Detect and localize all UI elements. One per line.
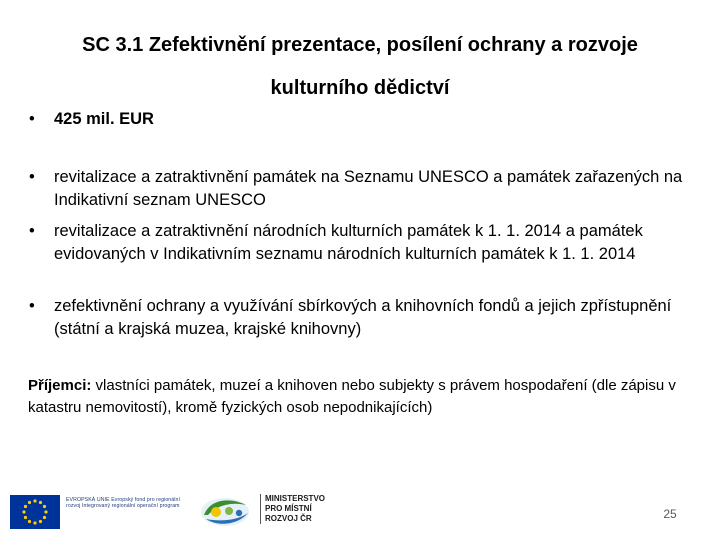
eu-program-text: EVROPSKÁ UNIE Evropský fond pro regionální rozvoj Integrovaný regionální operační program	[66, 497, 181, 510]
bullet-marker: •	[29, 222, 35, 240]
budget-amount: 425 mil. EUR	[54, 110, 154, 128]
page-number: 25	[663, 507, 677, 521]
activity-text: revitalizace a zatraktivnění národních kulturních památek k 1. 1. 2014 a památek evidovaných v Indikativním seznamu národních kulturních památek k 1. 1. 2014	[54, 222, 643, 263]
footer-logos	[10, 493, 330, 529]
budget-bullet	[29, 108, 699, 131]
eu-flag-icon	[10, 495, 60, 529]
slide-title-line-2: kulturního dědictví	[270, 77, 450, 99]
slide-title	[14, 24, 706, 110]
activity-item	[29, 220, 699, 266]
activity-text: zefektivnění ochrany a využívání sbírkových a knihovních fondů a jejich zpřístupnění (státní a krajská muzea, krajské knihovny)	[54, 297, 672, 338]
slide-title-line-1: SC 3.1 Zefektivnění prezentace, posílení ochrany a rozvoje	[82, 34, 638, 56]
ministry-name	[260, 494, 345, 524]
ministry-name-line: MINISTERSTVO	[265, 494, 326, 503]
recipients-paragraph	[28, 375, 678, 419]
recipients-text: vlastníci památek, muzeí a knihoven nebo subjekty s právem hospodaření (dle zápisu v katastru nemovitostí), kromě fyzických osob nepodnikajících)	[28, 377, 676, 416]
ministry-name-line: PRO MÍSTNÍ	[265, 504, 312, 513]
activity-text: revitalizace a zatraktivnění památek na Seznamu UNESCO a památek zařazených na Indikativní seznam UNESCO	[54, 168, 683, 209]
mmr-logo-icon	[198, 493, 252, 529]
recipients-label: Příjemci:	[28, 377, 92, 394]
bullet-marker: •	[29, 110, 35, 128]
bullet-marker: •	[29, 168, 35, 186]
activity-item	[29, 295, 699, 341]
activity-item	[29, 166, 699, 212]
bullet-marker: •	[29, 297, 35, 315]
ministry-name-line: ROZVOJ ČR	[265, 514, 312, 523]
